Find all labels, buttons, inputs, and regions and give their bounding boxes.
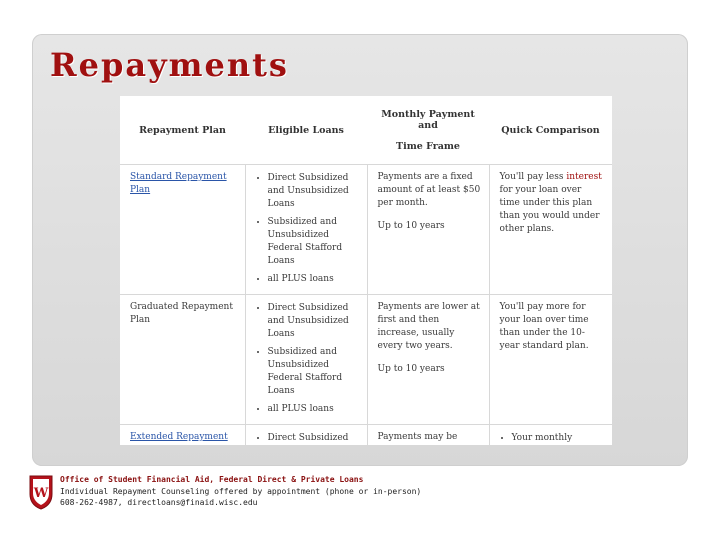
eligible-loans-list <box>256 301 359 416</box>
list-item: • Direct Subsidized and Unsubsidized Loans <box>268 171 359 211</box>
eligible-loans-cell <box>245 425 367 446</box>
payment-cell <box>367 165 489 295</box>
payment-description: Payments are a fixed amount of at least $50 per month. <box>377 172 481 208</box>
header-monthly-payment <box>367 96 489 165</box>
comparison-cell <box>489 165 612 295</box>
payment-description: Payments are lower at first and then increase, usually every two years. <box>377 302 480 351</box>
plan-cell <box>120 425 245 446</box>
list-item: • Subsidized and Unsubsidized Federal Stafford Loans <box>268 345 359 398</box>
time-frame: Up to 10 years <box>377 221 445 231</box>
comparison-text: You'll pay more for your loan over time than under the 10-year standard plan. <box>499 302 589 351</box>
table-row <box>120 425 612 446</box>
header-repayment-plan: Repayment Plan <box>120 96 245 165</box>
graduated-repayment-plan-label: Graduated Repayment Plan <box>130 302 233 325</box>
eligible-loans-list <box>256 431 359 445</box>
slide-title: Repayments <box>50 46 289 84</box>
footer <box>28 472 688 512</box>
comparison-text-end: for your loan over time under this plan than you would under other plans. <box>499 185 600 234</box>
payment-cell <box>367 425 489 446</box>
header-quick-comparison: Quick Comparison <box>489 96 612 165</box>
comparison-cell <box>489 425 612 446</box>
plan-cell <box>120 295 245 425</box>
footer-text <box>60 474 421 509</box>
extended-repayment-plan-link[interactable]: Extended Repayment <box>130 432 228 442</box>
list-item: • Your monthly <box>512 431 605 445</box>
list-item: • all PLUS loans <box>268 402 359 416</box>
list-item: • Subsidized and Unsubsidized Federal Stafford Loans <box>268 215 359 268</box>
eligible-loans-list <box>256 171 359 286</box>
repayment-plans-table <box>120 96 612 445</box>
list-item: • Direct Subsidized <box>268 431 359 445</box>
header-monthly-payment-line1: Monthly Payment and <box>381 108 475 131</box>
standard-repayment-plan-link[interactable]: Standard Repayment Plan <box>130 172 227 195</box>
comparison-list <box>500 431 605 445</box>
header-monthly-payment-line2: Time Frame <box>396 140 460 152</box>
time-frame: Up to 10 years <box>377 364 445 374</box>
crest-letter: W <box>33 486 49 501</box>
comparison-text-start: You'll pay less <box>499 172 567 182</box>
header-eligible-loans: Eligible Loans <box>245 96 367 165</box>
uw-crest-icon <box>28 474 54 510</box>
footer-counseling-info: Individual Repayment Counseling offered by appointment (phone or in-person) <box>60 486 422 496</box>
eligible-loans-cell <box>245 165 367 295</box>
comparison-cell <box>489 295 612 425</box>
interest-highlight: interest <box>566 172 602 182</box>
table-row <box>120 165 612 295</box>
list-item: • all PLUS loans <box>268 272 359 286</box>
eligible-loans-cell <box>245 295 367 425</box>
list-item: • Direct Subsidized and Unsubsidized Loans <box>268 301 359 341</box>
payment-description: Payments may be <box>377 432 458 442</box>
table-row <box>120 295 612 425</box>
payment-cell <box>367 295 489 425</box>
footer-contact-info: 608-262-4987, directloans@finaid.wisc.edu <box>60 498 258 507</box>
table-header-row <box>120 96 612 165</box>
footer-office-name: Office of Student Financial Aid, Federal Direct & Private Loans <box>60 475 364 484</box>
plan-cell <box>120 165 245 295</box>
